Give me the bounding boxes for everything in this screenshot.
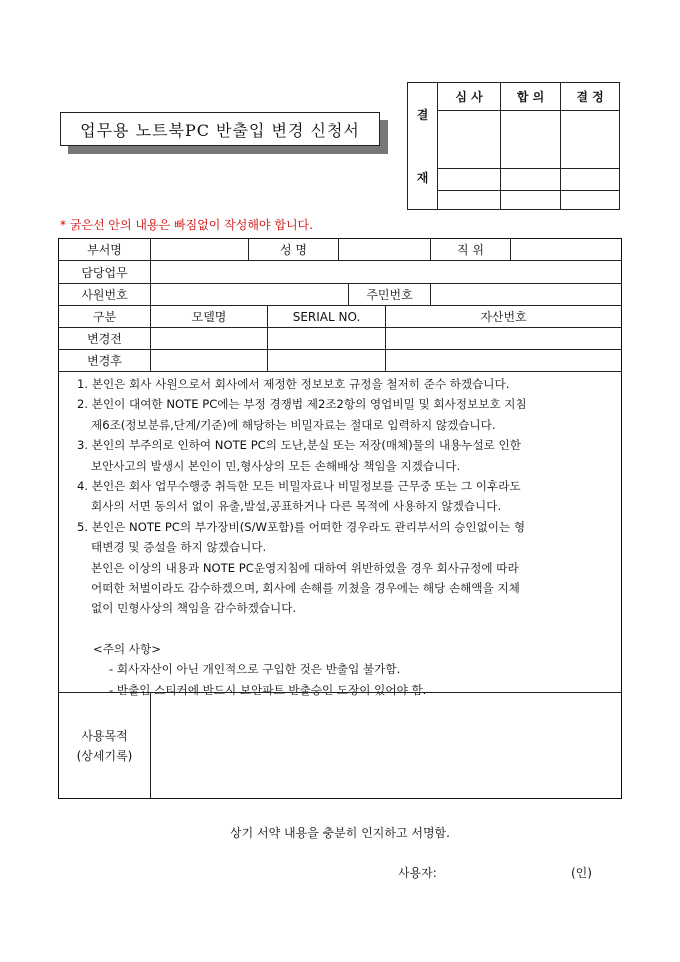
approval-header-review: 심 사 xyxy=(437,82,501,111)
document-title: 업무용 노트북PC 반출입 변경 신청서 xyxy=(60,112,380,146)
asset-label: 자산번호 xyxy=(385,305,622,328)
model-label: 모델명 xyxy=(150,305,268,328)
approval-cell[interactable] xyxy=(437,190,501,210)
before-asset-field[interactable] xyxy=(385,327,622,350)
pledge-terms xyxy=(58,371,622,697)
term-4-cont: 회사의 서면 동의서 없이 유출,발설,공표하거나 다른 목적에 사용하지 않겠습니다. xyxy=(91,499,502,514)
duty-label: 담당업무 xyxy=(58,260,151,284)
term-4: 4. 본인은 회사 업무수행중 취득한 모든 비밀자료나 비밀정보를 근무중 또는 그 이후라도 xyxy=(77,479,521,494)
emp-no-label: 사원번호 xyxy=(58,283,151,306)
approval-cell[interactable] xyxy=(560,168,620,191)
footer-statement: 상기 서약 내용을 충분히 인지하고 서명함. xyxy=(230,826,450,840)
approval-cell[interactable] xyxy=(500,168,561,191)
caution-item: - 회사자산이 아닌 개인적으로 구입한 것은 반출입 불가함. xyxy=(109,662,401,677)
approval-sign-review[interactable] xyxy=(437,110,501,169)
pledge-statement-3: 없이 민형사상의 책임을 감수하겠습니다. xyxy=(91,601,297,616)
approval-side-bottom: 재 xyxy=(416,171,429,185)
approval-side-top: 결 xyxy=(416,108,429,122)
resident-no-field[interactable] xyxy=(430,283,622,306)
user-signature-field[interactable] xyxy=(448,860,563,882)
required-note: * 굵은선 안의 내용은 빠짐없이 작성해야 합니다. xyxy=(60,218,313,232)
after-label: 변경후 xyxy=(58,349,151,372)
term-1: 1. 본인은 회사 사원으로서 회사에서 제정한 정보보호 규정을 철저히 준수 하겠습니다. xyxy=(77,377,510,391)
approval-cell[interactable] xyxy=(500,190,561,210)
before-serial-field[interactable] xyxy=(267,327,386,350)
caution-title: <주의 사항> xyxy=(93,641,161,656)
resident-no-label: 주민번호 xyxy=(348,283,431,306)
caution-item: - 반출입 스티커에 반드시 보안파트 반출승인 도장이 있어야 함. xyxy=(109,682,427,697)
after-model-field[interactable] xyxy=(150,349,268,372)
term-5-cont: 태변경 및 증설을 하지 않겠습니다. xyxy=(91,540,267,555)
seal-label: (인) xyxy=(571,866,592,880)
term-3: 3. 본인의 부주의로 인하여 NOTE PC의 도난,분실 또는 저장(매체)물의 내용누설로 인한 xyxy=(77,438,521,453)
user-label: 사용자: xyxy=(398,866,437,880)
before-model-field[interactable] xyxy=(150,327,268,350)
emp-no-field[interactable] xyxy=(150,283,349,306)
approval-sign-decide[interactable] xyxy=(560,110,620,169)
dept-label: 부서명 xyxy=(58,238,151,261)
after-asset-field[interactable] xyxy=(385,349,622,372)
position-label: 직 위 xyxy=(430,238,511,261)
term-3-cont: 보안사고의 발생시 본인이 민,형사상의 모든 손해배상 책임을 지겠습니다. xyxy=(91,458,461,473)
pledge-statement-1: 본인은 이상의 내용과 NOTE PC운영지침에 대하여 위반하였을 경우 회사규정에 따라 xyxy=(91,560,519,575)
name-field[interactable] xyxy=(338,238,431,261)
approval-side-label xyxy=(407,82,438,210)
approval-sign-agree[interactable] xyxy=(500,110,561,169)
after-serial-field[interactable] xyxy=(267,349,386,372)
before-label: 변경전 xyxy=(58,327,151,350)
duty-field[interactable] xyxy=(150,260,622,284)
purpose-label-2: (상세기록) xyxy=(76,748,133,763)
approval-header-decide: 결 정 xyxy=(560,82,620,111)
approval-cell[interactable] xyxy=(437,168,501,191)
category-label: 구분 xyxy=(58,305,151,328)
pledge-statement-2: 어떠한 처벌이라도 감수하겠으며, 회사에 손해를 끼쳤을 경우에는 해당 손해액을 지체 xyxy=(91,581,520,596)
serial-label: SERIAL NO. xyxy=(267,305,386,328)
purpose-field[interactable] xyxy=(150,692,622,799)
purpose-label xyxy=(58,692,151,799)
approval-cell[interactable] xyxy=(560,190,620,210)
position-field[interactable] xyxy=(510,238,622,261)
term-2: 2. 본인이 대여한 NOTE PC에는 부정 경쟁법 제2조2항의 영업비밀 및 회사정보보호 지침 xyxy=(77,397,527,412)
approval-header-agree: 합 의 xyxy=(500,82,561,111)
dept-field[interactable] xyxy=(150,238,249,261)
purpose-label-1: 사용목적 xyxy=(81,728,128,743)
name-label: 성 명 xyxy=(248,238,339,261)
term-2-cont: 제6조(정보분류,단계/기준)에 해당하는 비밀자료는 절대로 입력하지 않겠습니다. xyxy=(91,417,496,432)
term-5: 5. 본인은 NOTE PC의 부가장비(S/W포함)를 어떠한 경우라도 관리부서의 승인없이는 형 xyxy=(77,519,526,534)
